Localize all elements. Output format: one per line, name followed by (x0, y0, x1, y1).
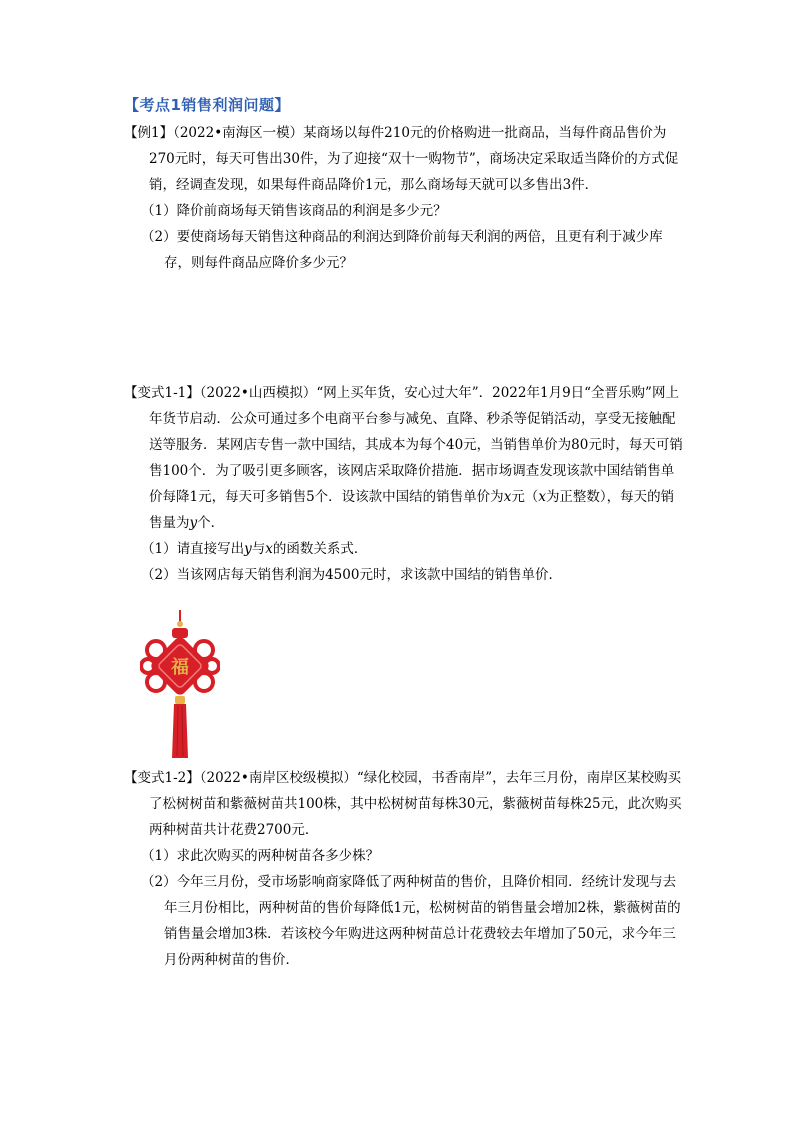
variant-1-1-question-2: （2）当该网店每天销售利润为4500元时，求该款中国结的销售单价． (141, 567, 562, 583)
variable-x: x (503, 489, 512, 505)
variant-1-1-tag: 【变式1-1】 (124, 385, 200, 401)
q1-text-b: 与 (251, 541, 266, 557)
section-heading: 【考点1销售利润问题】 (124, 96, 290, 114)
fu-character: 福 (171, 657, 189, 678)
variable-y: y (189, 515, 198, 531)
variant-1-1-stem-d: 个． (197, 515, 225, 531)
variant-1-2-stem (124, 765, 684, 843)
variable-x: x (265, 541, 273, 557)
variant-1-2-stem-text: （2022•南岸区校级模拟）“绿化校园，书香南岸”，去年三月份，南岸区某校购买了松树树苗和紫薇树苗共100株，其中松树树苗每株30元，紫薇树苗每株25元，此次购买两种树苗共计花费2700元． (149, 770, 682, 838)
variable-y: y (244, 541, 252, 557)
q1-text-a: （1）请直接写出 (141, 541, 245, 557)
variant-1-1 (124, 380, 684, 588)
variant-1-2-question-2: （2）今年三月份，受市场影响商家降低了两种树苗的售价，且降价相同．经统计发现与去年三月份相比，两种树苗的售价每降低1元，松树树苗的销售量会增加2株，紫薇树苗的销售量会增加3株．若该校今年购进这两种树苗总计花费较去年增加了50元，求今年三月份两种树苗的售价． (141, 874, 681, 968)
example-1 (124, 120, 684, 276)
knot-top (172, 628, 188, 638)
example-1-stem (124, 120, 684, 198)
knot-body (141, 635, 219, 697)
variant-1-2-tag: 【变式1-2】 (124, 770, 200, 786)
variant-1-1-stem-b: 元（ (511, 489, 539, 505)
chinese-knot-image (140, 610, 220, 760)
variant-1-1-stem-c: 为正整数），每天的销售量为 (149, 489, 675, 531)
variant-1-1-question-1 (124, 536, 684, 562)
knot-tassel (172, 704, 188, 758)
example-1-question-1: （1）降价前商场每天销售该商品的利润是多少元？ (141, 203, 447, 219)
variable-x: x (538, 489, 546, 505)
variant-1-2 (124, 765, 684, 973)
knot-bottom-bead (175, 696, 185, 704)
example-1-stem-text: （2022•南海区一模）某商场以每件210元的价格购进一批商品，当每件商品售价为270元时，每天可售出30件，为了迎接“双十一购物节”，商场决定采取适当降价的方式促销，经调查发现，如果每件商品降价1元，那么商场每天就可以多售出3件． (149, 125, 679, 193)
variant-1-2-question-1: （1）求此次购买的两种树苗各多少株？ (141, 848, 380, 864)
variant-1-1-stem (124, 380, 684, 536)
example-1-tag: 【例1】 (124, 125, 174, 141)
variant-1-1-stem-a: （2022•山西模拟）“网上买年货，安心过大年”．2022年1月9日“全晋乐购”网上年货节启动．公众可通过多个电商平台参与减免、直降、秒杀等促销活动，享受无接触配送等服务．某网店专售一款中国结，其成本为每个40元，当销售单价为80元时，每天可销售100个．为了吸引更多顾客，该网店采取降价措施．据市场调查发现该款中国结销售单价每降1元，每天可多销售5个．设该款中国结的销售单价为 (149, 385, 683, 505)
knot-bead (177, 621, 183, 627)
example-1-question-2: （2）要使商场每天销售这种商品的利润达到降价前每天利润的两倍，且更有利于减少库存，则每件商品应降价多少元？ (141, 229, 663, 271)
q1-text-c: 的函数关系式． (272, 541, 368, 557)
